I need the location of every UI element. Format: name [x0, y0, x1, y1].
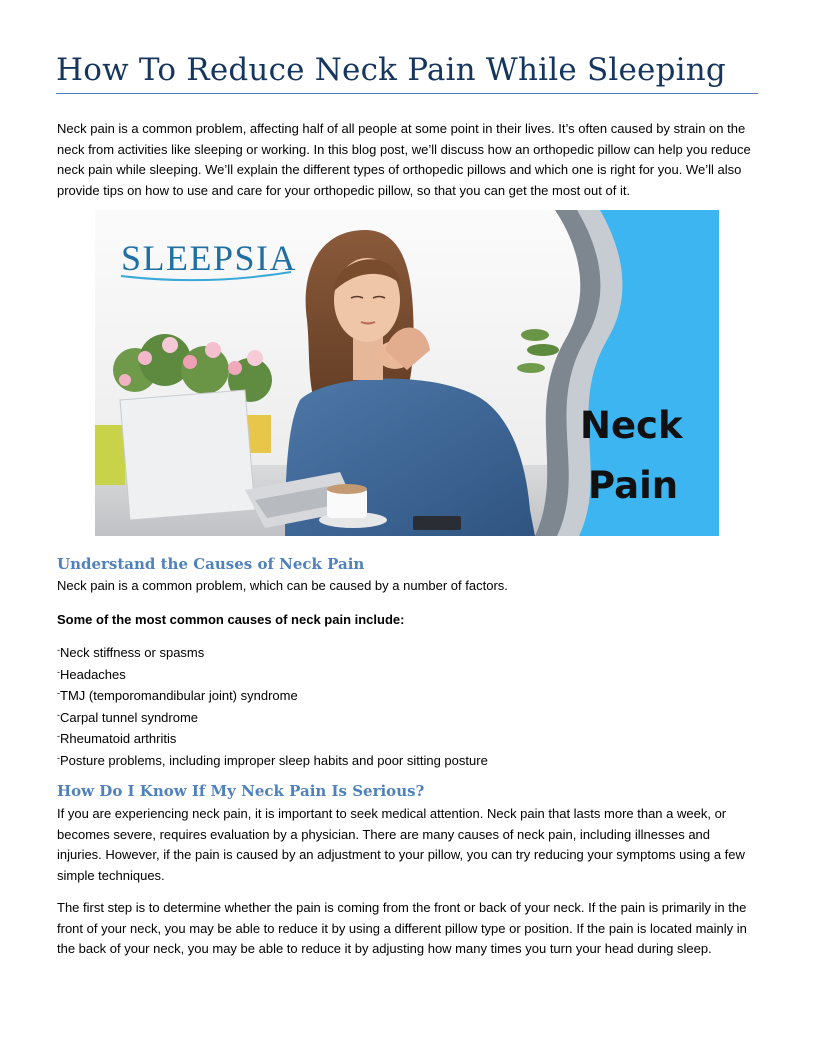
cause-text: Neck stiffness or spasms — [60, 645, 205, 660]
cause-item — [57, 665, 488, 687]
hero-illustration — [95, 210, 719, 536]
bullet-dash: - — [57, 731, 60, 742]
cause-text: Posture problems, including improper sleep habits and poor sitting posture — [60, 752, 488, 768]
bullet-dash: - — [57, 688, 60, 699]
serious-paragraph-1: If you are experiencing neck pain, it is important to seek medical attention. Neck pain that lasts more than a week, or becomes severe, requires evaluation by a physician. There are many causes of neck pain, including illnesses and injuries. However, if the pain is caused by an adjustment to your pillow, you can try reducing your symptoms using a few simple techniques. — [57, 806, 745, 883]
serious-paragraph-2: The first step is to determine whether the pain is coming from the front or back of your neck. If the pain is primarily in the front of your neck, you may be able to reduce it by using a different pillow type or position. If the pain is located mainly in the back of your neck, you may be able to reduce it by adjusting how many times you turn your head during sleep. — [57, 900, 747, 957]
causes-list — [57, 643, 488, 773]
bullet-dash: - — [57, 645, 60, 655]
cause-item — [57, 751, 488, 773]
cause-text: Rheumatoid arthritis — [60, 731, 177, 747]
cause-item — [57, 708, 488, 730]
sleepsia-logo-text: SLEEPSIA — [121, 238, 298, 278]
title-underline — [56, 93, 758, 94]
causes-lead: Neck pain is a common problem, which can be caused by a number of factors. — [57, 578, 508, 593]
cause-text: Headaches — [60, 666, 126, 682]
section-heading-causes: Understand the Causes of Neck Pain — [57, 555, 365, 573]
cause-text: Carpal tunnel syndrome — [60, 709, 199, 725]
cause-item — [57, 729, 488, 751]
bullet-dash: - — [57, 666, 60, 677]
cause-text: TMJ (temporomandibular joint) syndrome — [60, 688, 298, 704]
cause-item — [57, 686, 488, 708]
bullet-dash: - — [57, 752, 60, 763]
bullet-dash: - — [57, 709, 60, 720]
hero-caption-pain: Pain — [588, 464, 679, 507]
cause-item — [57, 643, 488, 665]
hero-image — [95, 210, 719, 536]
causes-list-intro: Some of the most common causes of neck pain include: — [57, 612, 405, 627]
intro-paragraph: Neck pain is a common problem, affecting half of all people at some point in their lives. It’s often caused by strain on the neck from activities like sleeping or working. In this blog post, we’ll discuss how an orthopedic pillow can help you reduce neck pain while sleeping. We’ll explain the different types of orthopedic pillows and which one is right for you. We’ll also provide tips on how to use and care for your orthopedic pillow, so that you can get the most out of it. — [57, 121, 751, 198]
page-title: How To Reduce Neck Pain While Sleeping — [56, 52, 726, 88]
section-heading-serious: How Do I Know If My Neck Pain Is Serious? — [57, 782, 425, 800]
hero-caption-neck: Neck — [580, 404, 683, 447]
